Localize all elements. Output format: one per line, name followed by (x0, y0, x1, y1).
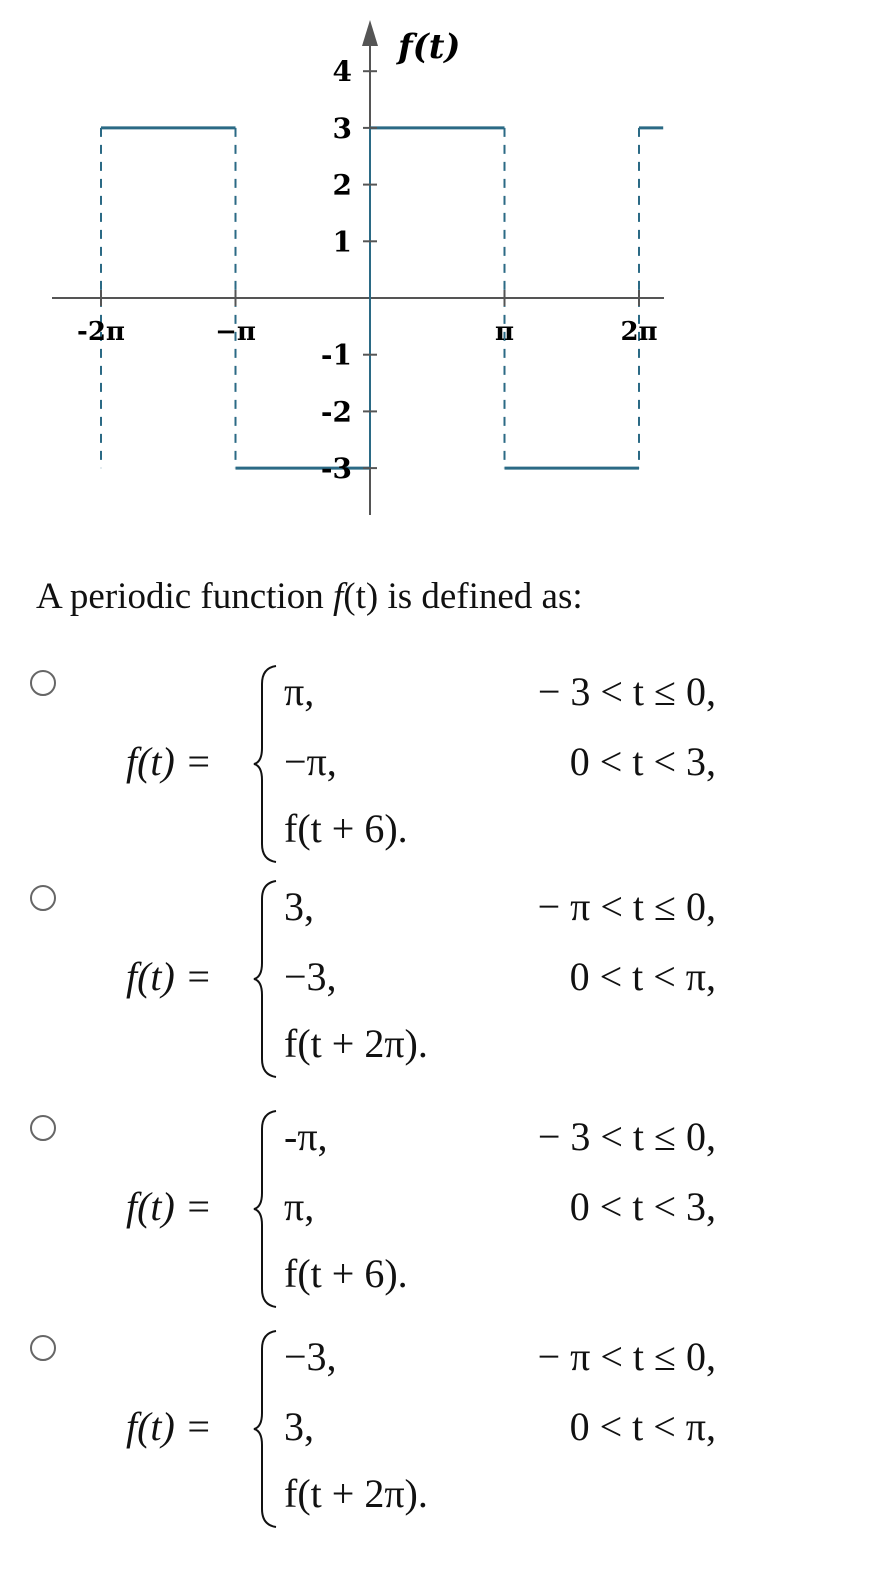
case-condition: 0 < t < π, (569, 1404, 716, 1449)
answer-option-1[interactable] (0, 650, 896, 865)
x-tick-label: π (494, 317, 515, 347)
left-brace-icon (252, 1329, 280, 1529)
y-tick-label: -2 (320, 395, 352, 429)
x-tick-label: 2π (620, 317, 658, 347)
case-condition: 0 < t < 3, (569, 1184, 716, 1229)
question-arg: (t) (343, 576, 379, 617)
case-condition: 0 < t < π, (569, 954, 716, 999)
question-prefix: A periodic function (36, 576, 333, 617)
x-tick-label: −π (215, 317, 256, 347)
square-wave-graph (0, 0, 700, 530)
left-brace-icon (252, 1109, 280, 1309)
answer-option-4[interactable] (0, 1315, 896, 1530)
formula-lhs: f(t) = (126, 1184, 212, 1229)
case-expression: f(t + 6). (284, 806, 408, 851)
case-condition: − 3 < t ≤ 0, (537, 1114, 716, 1159)
y-tick-label: 4 (332, 55, 352, 89)
case-expression: π, (284, 669, 315, 714)
case-expression: π, (284, 1184, 315, 1229)
y-tick-label: 1 (332, 225, 352, 259)
case-condition: 0 < t < 3, (569, 739, 716, 784)
case-expression: -π, (284, 1114, 328, 1159)
case-condition: − π < t ≤ 0, (537, 1334, 716, 1379)
case-condition: − π < t ≤ 0, (537, 884, 716, 929)
y-axis-label: f(t) (398, 27, 461, 67)
y-tick-label: -1 (320, 338, 352, 372)
y-tick-label: 3 (332, 111, 352, 145)
formula-lhs: f(t) = (126, 739, 212, 784)
case-expression: −3, (284, 954, 337, 999)
radio-button[interactable] (30, 670, 56, 696)
y-tick-label: 2 (332, 168, 352, 202)
answer-option-2[interactable] (0, 865, 896, 1080)
question-suffix: is defined as: (378, 576, 583, 617)
case-expression: 3, (284, 884, 314, 929)
formula-lhs: f(t) = (126, 1404, 212, 1449)
case-expression: f(t + 6). (284, 1251, 408, 1296)
case-expression: −3, (284, 1334, 337, 1379)
x-tick-label: -2π (77, 317, 125, 347)
formula-lhs: f(t) = (126, 954, 212, 999)
answer-option-3[interactable] (0, 1095, 896, 1310)
radio-button[interactable] (30, 1335, 56, 1361)
case-expression: 3, (284, 1404, 314, 1449)
radio-button[interactable] (30, 885, 56, 911)
question-func: f (332, 576, 344, 617)
case-expression: −π, (284, 739, 337, 784)
question-text (36, 575, 583, 618)
y-tick-label: -3 (320, 452, 352, 486)
left-brace-icon (252, 664, 280, 864)
left-brace-icon (252, 879, 280, 1079)
case-expression: f(t + 2π). (284, 1021, 428, 1066)
case-condition: − 3 < t ≤ 0, (537, 669, 716, 714)
case-expression: f(t + 2π). (284, 1471, 428, 1516)
y-axis-arrow-icon (362, 20, 378, 46)
radio-button[interactable] (30, 1115, 56, 1141)
